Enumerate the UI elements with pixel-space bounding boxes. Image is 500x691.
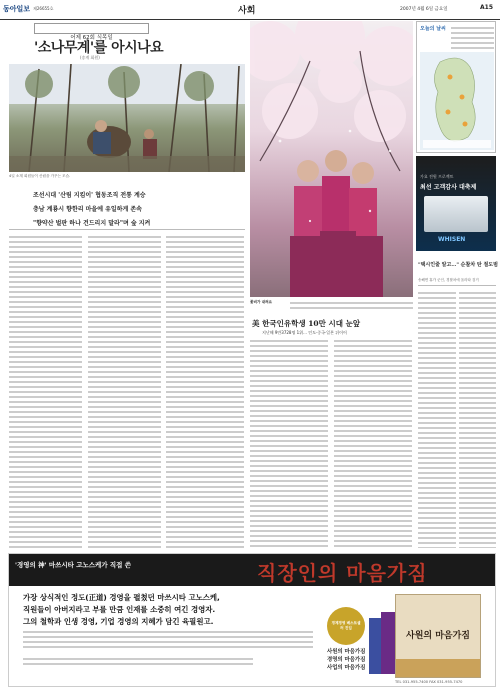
forest-photo-caption: 4일 소계 회원들이 산림을 가꾸는 모습.: [9, 174, 71, 178]
side-ad-line1: 가요 전원 프로젝트: [420, 174, 454, 179]
column-kicker: 어제 62회 식목일: [34, 23, 149, 34]
issue-number: 제26655호: [33, 6, 54, 11]
weather-box: [416, 21, 496, 153]
ad-body-line-2: 직원들이 아버지라고 부를 만큼 인재를 소중히 여긴 경영자.: [23, 605, 216, 614]
blossom-photo-caption: 꽃비가 내려요: [250, 300, 273, 304]
story1-headline-1: 조선시대 '산림 지킴이' 협동조직 전통 계승: [33, 192, 146, 199]
page-number: A15: [480, 4, 493, 11]
story1-body-col3: [166, 234, 244, 548]
weather-text: [451, 25, 494, 50]
book-cover-stripe: [396, 659, 480, 677]
story1-headline-2: 충남 계룡시 향한리 마을에 유일하게 존속: [33, 206, 142, 213]
story3-headline: "택시인줄 알고…" 순찰차 탄 절도범: [418, 262, 498, 268]
forest-photo: [9, 64, 245, 172]
story1-divider: [9, 229, 245, 230]
story1-body-col2: [88, 234, 161, 548]
story3-body-col1: [418, 290, 456, 548]
story2-byline: 지난해 9만3728명 1위… 인도·중국·일본 뒤이어: [262, 330, 347, 335]
weather-map: [420, 52, 494, 150]
book-advertisement: [8, 553, 496, 687]
ad-title: 직장인의 마음가짐: [257, 561, 428, 585]
ad-list-item: 사업의 마음가짐: [327, 665, 366, 671]
story3-divider: [418, 285, 496, 286]
ad-list-item: 사원의 마음가짐: [327, 649, 366, 655]
ad-list-item: 경영의 마음가짐: [327, 657, 366, 663]
ad-publisher-contact: TEL 031-955-7400 FAX 031-955-7470: [395, 680, 463, 684]
ad-body-line-1: 가장 상식적인 정도(正道) 경영을 펼쳤던 마쓰시타 고노스케,: [23, 593, 220, 602]
ad-banner: [9, 554, 495, 586]
ad-banner-prefix: '경영의 神' 마쓰시타 고노스케가 직접 쓴: [15, 561, 131, 569]
ad-body-line-3: 그의 철학과 인생 경영, 기업 경영의 지혜가 담긴 육필원고.: [23, 617, 214, 626]
column-headline: '소나무계'를 아시나요: [34, 40, 164, 56]
story2-body-col2: [334, 338, 412, 548]
side-ad-product: [424, 196, 488, 232]
side-ad-brand: WHISEN: [438, 236, 466, 243]
issue-date: 2007년 4월 6일 금요일: [400, 7, 448, 12]
story1-headline-3: "향약산 벌판 하나 건드리지 말라"며 숲 지켜: [33, 220, 151, 227]
book-cover: [395, 594, 481, 678]
story1-body-col1: [9, 234, 82, 548]
masthead: [0, 0, 500, 20]
book-cover-title: 사원의 마음가짐: [406, 631, 470, 641]
story3-byline: 송해면 휴가 군인, 경찰차에 올라타 검거: [418, 278, 479, 282]
story2-body-col1: [250, 338, 328, 548]
story3-body-col2: [459, 290, 496, 548]
ad-cta-text: [23, 656, 253, 666]
weather-label: 오늘의 날씨: [420, 26, 446, 32]
side-ad-line2: 최선 고객감사 대축제: [420, 184, 477, 191]
side-advertisement: [416, 156, 496, 251]
blossom-caption-lines: [290, 300, 413, 310]
ad-fine-print: [23, 629, 313, 651]
ad-badge: 경제경영 베스트셀러 진입: [327, 607, 365, 645]
column-byline: (송계 회원): [80, 55, 100, 60]
blossom-photo: [250, 21, 413, 297]
newspaper-logo: 동아일보: [3, 5, 31, 13]
section-name: 사회: [238, 6, 256, 16]
story2-headline: 美 한국인유학생 10만 시대 눈앞: [252, 319, 361, 328]
